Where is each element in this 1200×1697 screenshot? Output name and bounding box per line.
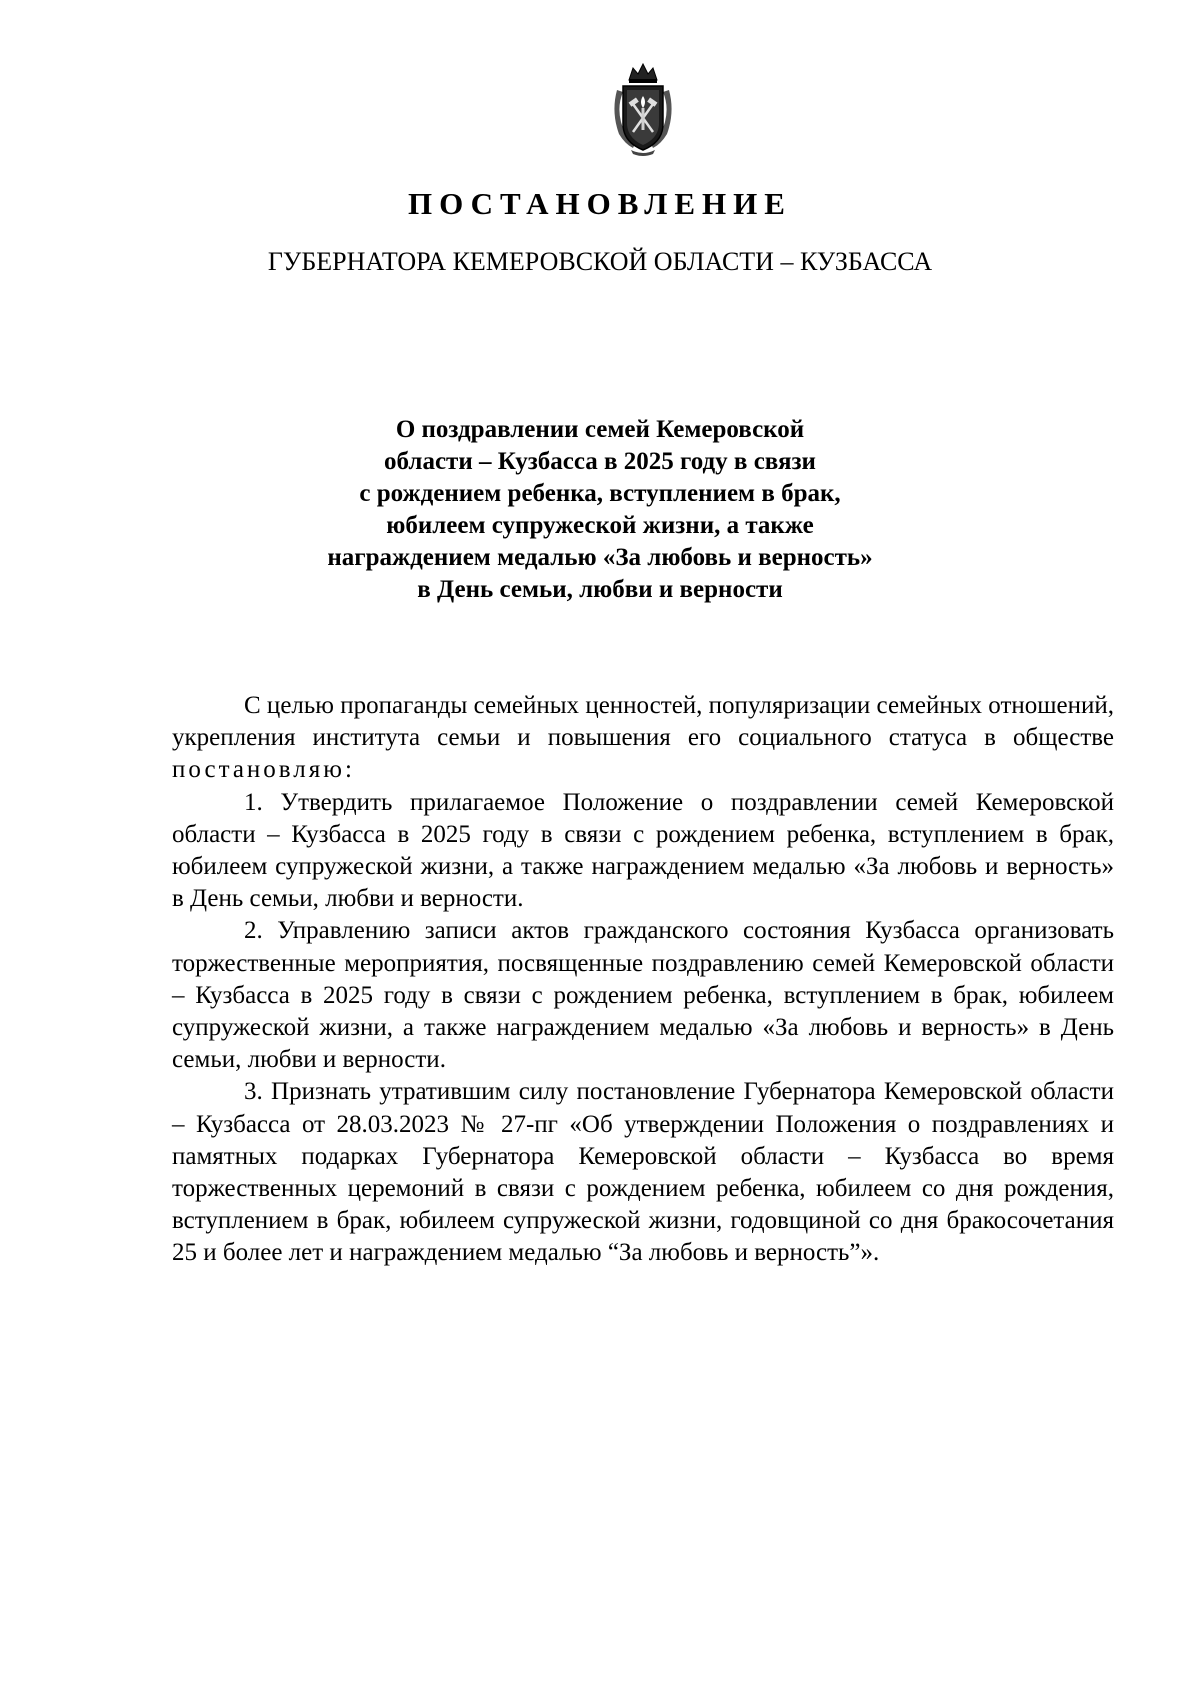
title-line: О поздравлении семей Кемеровской (395, 416, 805, 443)
title-line: награждением медалью «За любовь и верность» (327, 544, 873, 571)
preamble-text: С целью пропаганды семейных ценностей, популяризации семейных отношений, укрепления института семьи и повышения его социального статуса в обществе (172, 692, 1114, 752)
clause-2: 2. Управлению записи актов гражданского состояния Кузбасса организовать торжественные мероприятия, посвященные поздравлению семей Кемеровской области – Кузбасса в 2025 году в связи с рождением ребенка, вступлением в брак, юбилеем супружеской жизни, а также награждением медалью «За любовь и верность» в День семьи, любви и верности. (172, 917, 1114, 1074)
clause-3: 3. Признать утратившим силу постановление Губернатора Кемеровской области – Кузбасса от 28.03.2023 № 27-пг «Об утверждении Положения о поздравлениях и памятных подарках Губернатора Кемеровской области – Кузбасса во время торжественных церемоний в связи с рождением ребенка, юбилеем со дня рождения, вступлением в брак, юбилеем супружеской жизни, годовщиной со дня бракосочетания 25 и более лет и награждением медалью “За любовь и верность”». (172, 1078, 1114, 1267)
clause-1: 1. Утвердить прилагаемое Положение о поздравлении семей Кемеровской области – Кузбасса в 2025 году в связи с рождением ребенка, вступлением в брак, юбилеем супружеской жизни, а также награждением медалью «За любовь и верность» в День семьи, любви и верности. (172, 788, 1114, 913)
coat-of-arms-icon (607, 62, 679, 158)
document-type-heading: ПОСТАНОВЛЕНИЕ (408, 186, 792, 221)
title-line: юбилеем супружеской жизни, а также (386, 512, 814, 539)
document-title (300, 414, 900, 606)
issuer-heading: ГУБЕРНАТОРА КЕМЕРОВСКОЙ ОБЛАСТИ – КУЗБАССА (267, 247, 933, 276)
decree-colon: : (344, 756, 352, 784)
document-body (172, 690, 1114, 1270)
decree-word: постановляю (172, 756, 345, 784)
title-line: в День семьи, любви и верности (417, 576, 783, 603)
title-line: области – Кузбасса в 2025 году в связи (384, 448, 816, 475)
title-line: с рождением ребенка, вступлением в брак, (359, 480, 841, 507)
preamble-paragraph (172, 690, 1114, 787)
